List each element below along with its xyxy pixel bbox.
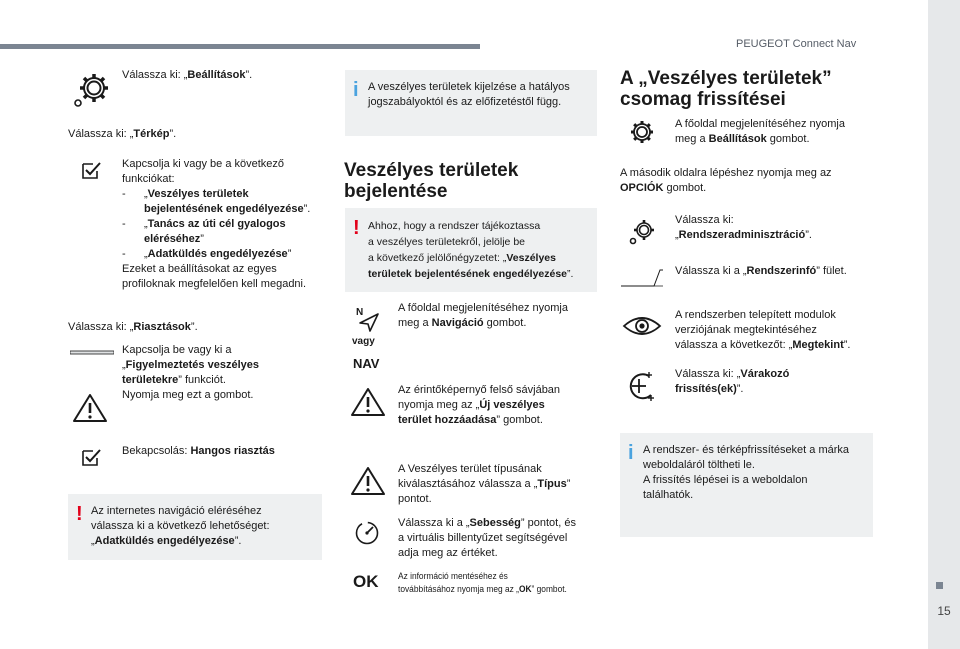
- update-plus-icon: [624, 368, 660, 404]
- instruction-system-admin: Válassza ki: „Rendszeradminisztráció”.: [675, 214, 812, 241]
- instruction-options: A második oldalra lépéshez nyomja meg az OPCIÓK gombot.: [620, 167, 832, 194]
- instruction-hazard-type: A Veszélyes terület típusának kiválasztásához válassza a „Típus” pontot.: [398, 463, 571, 505]
- section-heading-hazard-report: Veszélyes területek bejelentése: [344, 160, 519, 202]
- section-end-marker: [936, 582, 943, 589]
- info-icon: i: [353, 79, 359, 101]
- info-box-updates-website: i A rendszer- és térképfrissítéseket a márka weboldaláról töltheti le. A frissítés lépései is a weboldalon találhatók.: [620, 433, 873, 537]
- instruction-speed: Válassza ki a „Sebesség” pontot, és a virtuális billentyűzet segítségével adja meg az értéket.: [398, 517, 576, 559]
- toggle-bar-icon: [70, 350, 114, 356]
- tab-icon: [620, 268, 664, 288]
- instruction-add-hazard: Az érintőképernyő felső sávjában nyomja meg az „Új veszélyes terület hozzáadása” gombot.: [398, 384, 561, 426]
- exclamation-icon: !: [353, 217, 360, 239]
- instruction-pending-updates: Válassza ki: „Várakozó frissítés(ek)”.: [675, 368, 790, 395]
- instruction-toggle-functions: Kapcsolja ki vagy be a következő funkciókat: - „Veszélyes területek bejelentésének engedélyezése”. - „Tanács az úti cél gyalogos eléréséhez” - „Adatküldés engedélyezése” Ezeket a beállításokat az egyes profiloknak megfelelően kell megadni.: [122, 158, 311, 290]
- instruction-system-info: Válassza ki a „Rendszerinfó” fület.: [675, 265, 847, 277]
- header-bar: [0, 44, 480, 49]
- instruction-open-settings: A főoldal megjelenítéséhez nyomja meg a Beállítások gombot.: [675, 118, 845, 145]
- instruction-save-ok: Az információ mentéséhez és továbbításához nyomja meg az „OK” gombot.: [398, 571, 567, 594]
- gear-icon: [628, 118, 656, 146]
- header-title: PEUGEOT Connect Nav: [736, 38, 857, 50]
- nav-button-label: NAV: [353, 356, 380, 371]
- list-item: - „Tanács az úti cél gyalogos eléréséhez”: [122, 218, 286, 245]
- info-box-legal: i A veszélyes területek kijelzése a hatályos jogszabályoktól és az előfizetéstől függ.: [345, 70, 597, 136]
- checkbox-icon: [80, 160, 102, 180]
- instruction-map: Válassza ki: „Térkép”.: [68, 128, 177, 140]
- speedometer-icon: [354, 520, 380, 546]
- instruction-view-modules: A rendszerben telepített modulok verziójának megtekintéséhez válassza a következőt: „Megtekint”.: [675, 309, 851, 351]
- navigation-arrow-icon: [356, 306, 380, 332]
- instruction-alerts: Válassza ki: „Riasztások”.: [68, 321, 198, 333]
- gear-icon: [72, 70, 110, 110]
- eye-icon: [622, 312, 662, 340]
- warning-triangle-icon: [350, 465, 386, 497]
- checkbox-icon: [80, 447, 102, 467]
- list-item: - „Adatküldés engedélyezése”: [122, 248, 292, 260]
- gear-icon: [628, 218, 656, 246]
- section-heading-package-updates: A „Veszélyes területek” csomag frissítései: [620, 68, 832, 110]
- instruction-open-navigation: A főoldal megjelenítéséhez nyomja meg a Navigáció gombot.: [398, 302, 568, 329]
- svg-text:N: N: [356, 307, 364, 318]
- warning-triangle-icon: [72, 392, 108, 424]
- instruction-settings: Válassza ki: „Beállítások”.: [122, 69, 253, 81]
- warning-box-internet-nav: ! Az internetes navigáció eléréséhez válassza ki a következő lehetőséget: „Adatküldés engedélyezése”.: [68, 494, 322, 560]
- info-icon: i: [628, 442, 634, 464]
- page-sidebar: [928, 0, 960, 649]
- ok-button-label: OK: [353, 572, 379, 591]
- exclamation-icon: !: [76, 503, 83, 525]
- page-number: 15: [937, 604, 951, 618]
- instruction-audible-alert: Bekapcsolás: Hangos riasztás: [122, 445, 275, 457]
- warning-box-enable-reporting: ! Ahhoz, hogy a rendszer tájékoztassa a veszélyes területekről, jelölje be a következő jelölőnégyzetet: „Veszélyes területek bejelentésének engedélyezése”.: [345, 208, 597, 292]
- warning-triangle-icon: [350, 386, 386, 418]
- list-item: - „Veszélyes területek bejelentésének engedélyezése”.: [122, 188, 311, 215]
- or-label: vagy: [352, 336, 375, 347]
- instruction-hazard-alert-toggle: Kapcsolja be vagy ki a „Figyelmeztetés veszélyes területekre” funkciót. Nyomja meg ezt a gombot.: [122, 344, 259, 401]
